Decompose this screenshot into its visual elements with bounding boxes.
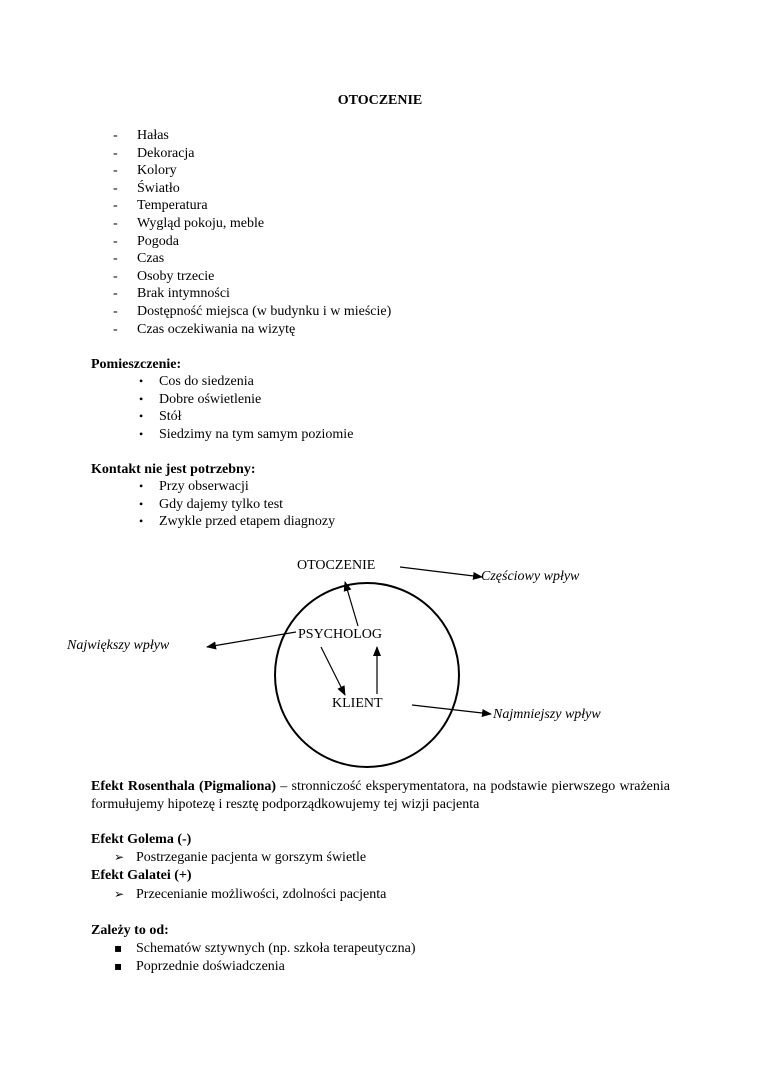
diagram-partial-influence: Częściowy wpływ	[481, 569, 580, 584]
list-item: ▪ Poprzednie doświadczenia	[114, 958, 416, 976]
galatea-heading: Efekt Galatei (+)	[91, 868, 192, 883]
list-item: ➢ Przecenianie możliwości, zdolności pacjenta	[114, 886, 386, 904]
depends-heading: Zależy to od:	[91, 923, 169, 938]
diagram-environment-label: OTOCZENIE	[297, 558, 376, 573]
galatea-list	[114, 886, 386, 904]
golem-list	[114, 849, 366, 867]
list-item: ➢ Postrzeganie pacjenta w gorszym świetle	[114, 849, 366, 867]
list-item: • Cos do siedzenia	[137, 373, 353, 391]
contact-list	[137, 478, 335, 531]
environment-list	[113, 127, 391, 338]
list-item: • Przy obserwacji	[137, 478, 335, 496]
list-item: ▪ Schematów sztywnych (np. szkoła terapeutyczna)	[114, 940, 416, 958]
list-item: • Gdy dajemy tylko test	[137, 496, 335, 514]
arrow-psychologist-to-client	[321, 647, 345, 695]
arrow-psychologist-to-environment	[345, 582, 358, 626]
arrow-environment-to-partial	[400, 567, 482, 577]
list-item: - Temperatura	[113, 197, 391, 215]
list-item: - Osoby trzecie	[113, 268, 391, 286]
influence-diagram	[0, 540, 760, 780]
diagram-circle	[275, 583, 459, 767]
list-item: • Zwykle przed etapem diagnozy	[137, 513, 335, 531]
list-item: - Hałas	[113, 127, 391, 145]
room-list	[137, 373, 353, 443]
list-item: - Dostępność miejsca (w budynku i w mieście)	[113, 303, 391, 321]
diagram-largest-influence: Największy wpływ	[67, 638, 170, 653]
rosenthal-paragraph	[91, 778, 670, 814]
diagram-graphics	[0, 540, 760, 780]
list-item: - Światło	[113, 180, 391, 198]
page-title: OTOCZENIE	[337, 93, 423, 108]
list-item: - Dekoracja	[113, 145, 391, 163]
golem-heading: Efekt Golema (-)	[91, 832, 192, 847]
list-item: • Siedzimy na tym samym poziomie	[137, 426, 353, 444]
list-item: - Czas	[113, 250, 391, 268]
rosenthal-definition: – stronniczość eksperymentatora, na podstawie pierwszego wrażenia formułujemy hipotezę i resztę podporządkowujemy tej wizji pacjenta	[91, 779, 670, 812]
list-item: - Pogoda	[113, 233, 391, 251]
room-heading: Pomieszczenie:	[91, 357, 182, 372]
depends-list	[114, 940, 416, 975]
diagram-client-label: KLIENT	[332, 696, 383, 711]
list-item: - Wygląd pokoju, meble	[113, 215, 391, 233]
list-item: - Czas oczekiwania na wizytę	[113, 321, 391, 339]
list-item: - Kolory	[113, 162, 391, 180]
list-item: - Brak intymności	[113, 285, 391, 303]
diagram-smallest-influence: Najmniejszy wpływ	[493, 707, 601, 722]
contact-heading: Kontakt nie jest potrzebny:	[91, 462, 256, 477]
rosenthal-term: Efekt Rosenthala (Pigmaliona)	[91, 779, 277, 794]
list-item: • Dobre oświetlenie	[137, 391, 353, 409]
list-item: • Stół	[137, 408, 353, 426]
diagram-psychologist-label: PSYCHOLOG	[298, 627, 383, 642]
